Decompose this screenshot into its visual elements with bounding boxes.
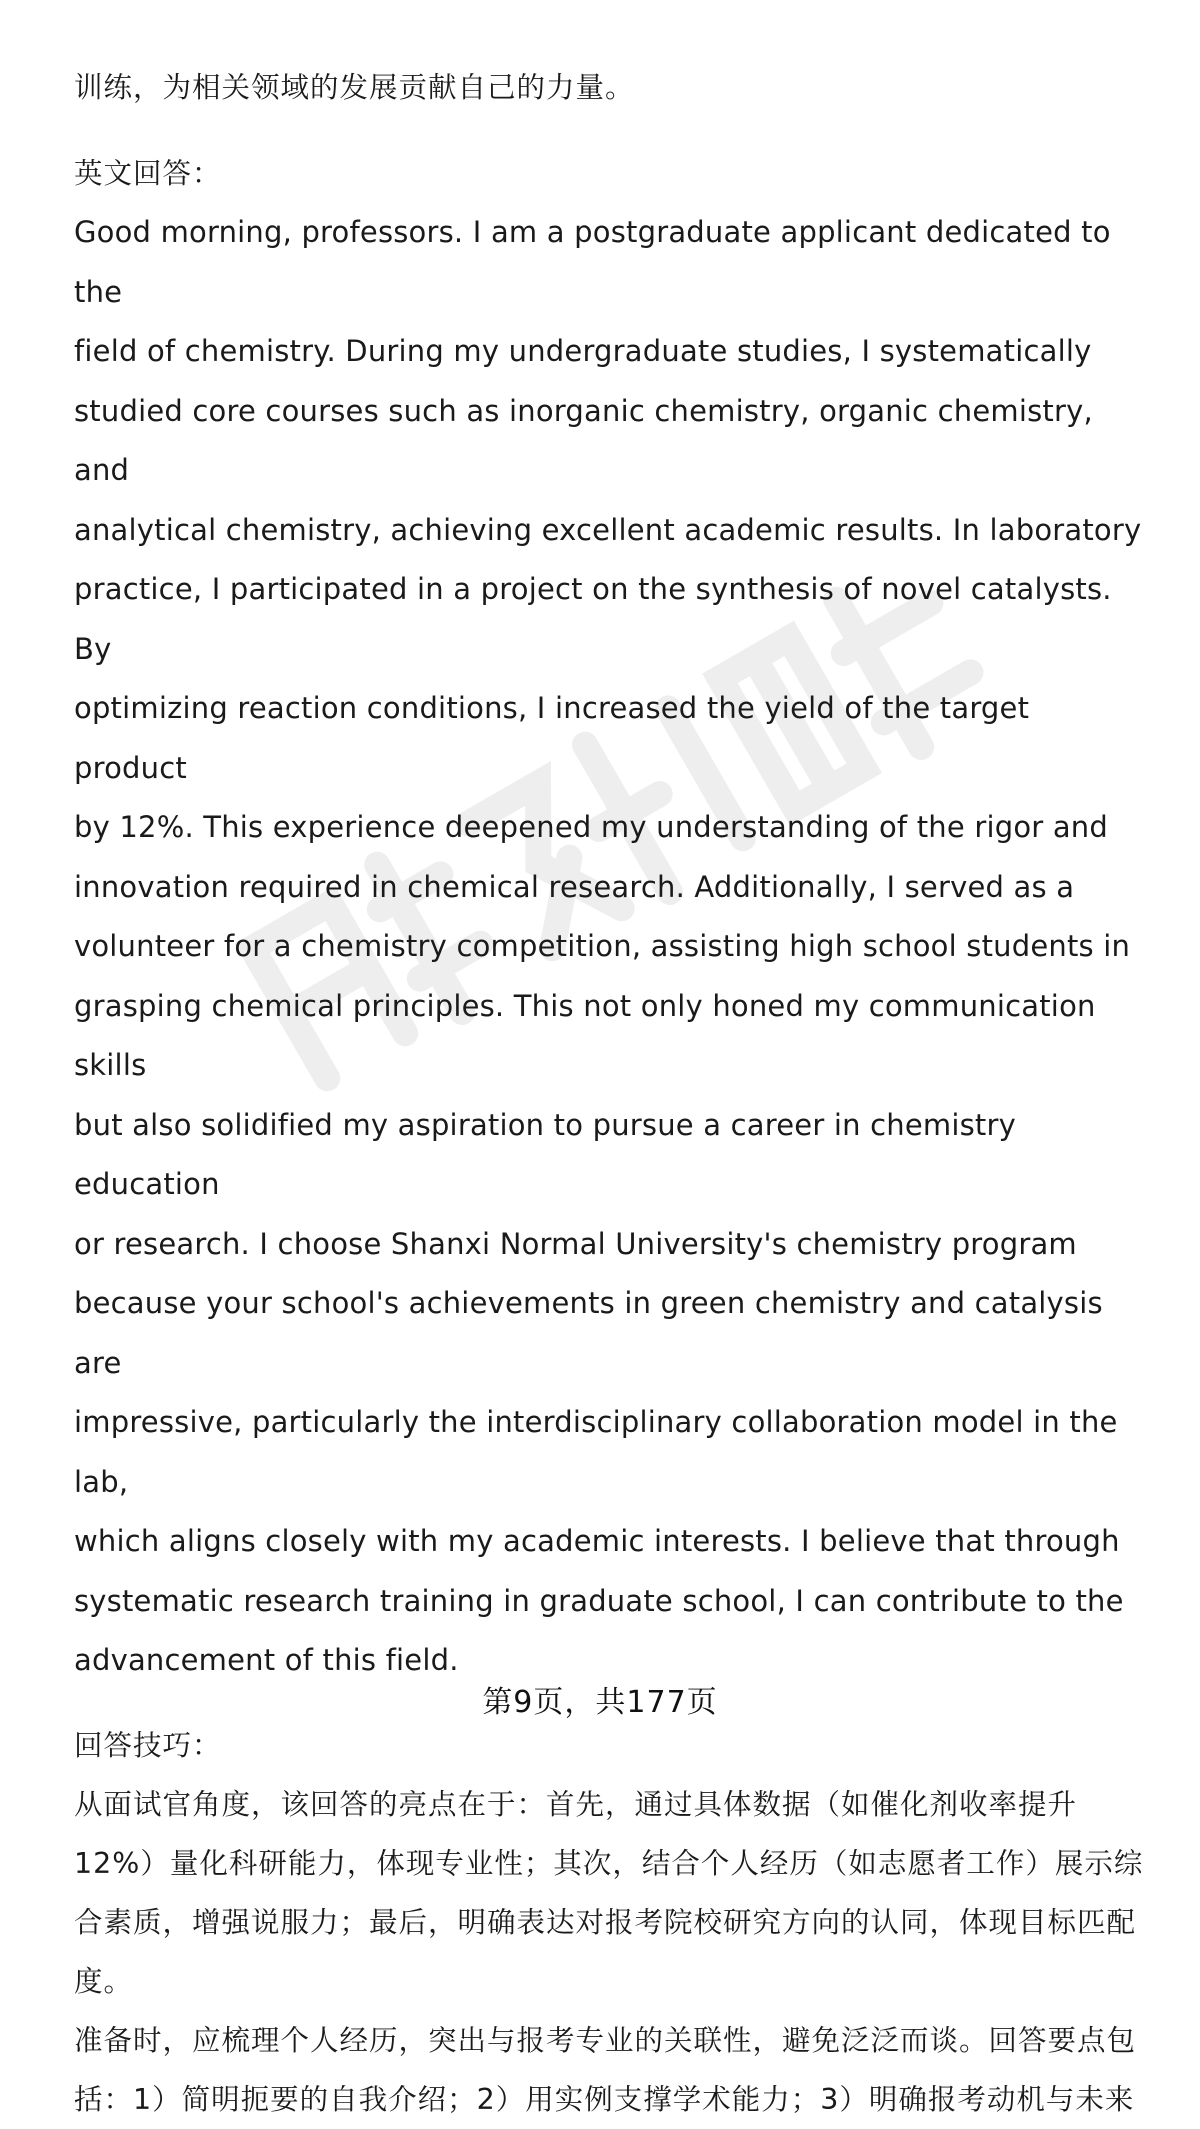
page-number-footer: 第9页，共177页: [482, 1685, 718, 1720]
english-answer-line: impressive, particularly the interdisciplinary collaboration model in the lab,: [74, 1405, 1118, 1499]
english-answer-body: [74, 203, 1144, 1691]
english-answer-line: Good morning, professors. I am a postgraduate applicant dedicated to the: [74, 215, 1111, 309]
tips-line: 12%）量化科研能力，体现专业性；其次，结合个人经历（如志愿者工作）展示综: [74, 1846, 1144, 1880]
english-answer-line: field of chemistry. During my undergraduate studies, I systematically: [74, 334, 1092, 368]
english-answer-line: grasping chemical principles. This not only honed my communication skills: [74, 988, 1096, 1082]
english-answer-line: which aligns closely with my academic interests. I believe that through: [74, 1524, 1120, 1558]
english-answer-line: or research. I choose Shanxi Normal University's chemistry program: [74, 1226, 1077, 1261]
english-answer-line: because your school's achievements in green chemistry and catalysis are: [74, 1286, 1103, 1380]
tips-line: 准备时，应梳理个人经历，突出与报考专业的关联性，避免泛泛而谈。回答要点包: [74, 2023, 1137, 2057]
tips-line: 度。: [74, 1964, 134, 1998]
english-answer-line: innovation required in chemical research. Additionally, I served as a: [74, 869, 1075, 904]
tips-body: [74, 1775, 1144, 2129]
english-answer-line: by 12%. This experience deepened my understanding of the rigor and: [74, 810, 1108, 844]
english-answer-heading: 英文回答：: [74, 157, 222, 190]
english-answer-line: analytical chemistry, achieving excellent academic results. In laboratory: [74, 512, 1142, 547]
tips-line: 括：1）简明扼要的自我介绍；2）用实例支撑学术能力；3）明确报考动机与未来: [74, 2082, 1135, 2116]
english-answer-line: optimizing reaction conditions, I increased the yield of the target product: [74, 691, 1030, 785]
english-answer-line: studied core courses such as inorganic chemistry, organic chemistry, and: [74, 393, 1093, 487]
english-answer-line: practice, I participated in a project on the synthesis of novel catalysts. By: [74, 572, 1112, 666]
tips-line: 合素质，增强说服力；最后，明确表达对报考院校研究方向的认同，体现目标匹配: [74, 1905, 1137, 1939]
document-page: [74, 58, 1144, 2129]
english-answer-line: systematic research training in graduate school, I can contribute to the: [74, 1583, 1124, 1618]
intro-tail-text: 训练，为相关领域的发展贡献自己的力量。: [74, 71, 635, 104]
english-answer-line: but also solidified my aspiration to pursue a career in chemistry education: [74, 1107, 1016, 1201]
english-answer-line: advancement of this field.: [74, 1643, 459, 1677]
tips-line: 从面试官角度，该回答的亮点在于：首先，通过具体数据（如催化剂收率提升: [74, 1787, 1078, 1821]
english-answer-line: volunteer for a chemistry competition, assisting high school students in: [74, 929, 1131, 963]
tips-heading: 回答技巧：: [74, 1728, 222, 1762]
